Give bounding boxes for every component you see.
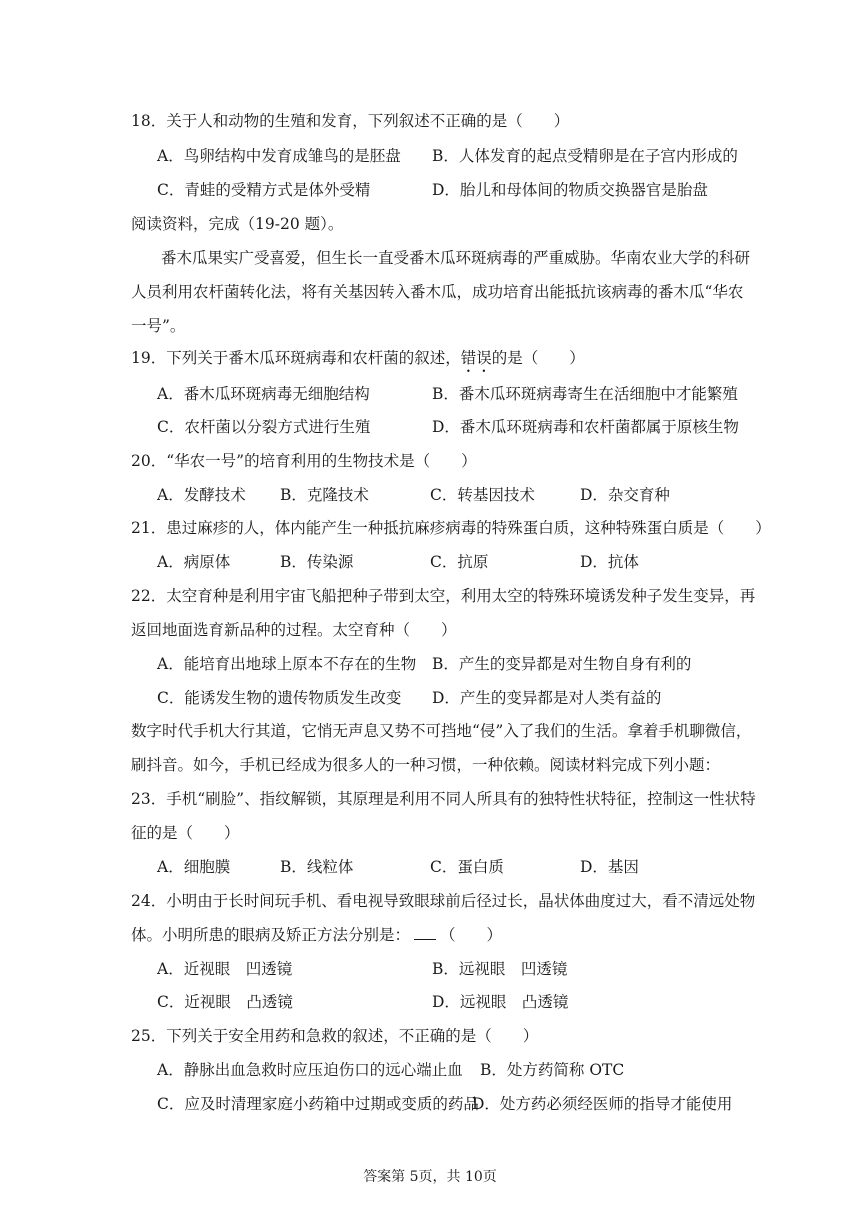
question-20-option-a: A．发酵技术 <box>157 486 246 504</box>
question-22-option-a: A．能培育出地球上原本不存在的生物 <box>157 655 417 673</box>
question-21-option-c: C．抗原 <box>430 553 489 571</box>
question-20-stem: 20．“华农一号”的培育利用的生物技术是（ ） <box>131 452 477 470</box>
question-18-option-b: B．人体发育的起点受精卵是在子宫内形成的 <box>432 147 738 165</box>
question-22-option-c: C．能诱发生物的遗传物质发生改变 <box>157 689 402 707</box>
question-19-emphasis: 错误 <box>460 349 492 367</box>
question-20-option-b: B．克隆技术 <box>280 486 369 504</box>
question-24-option-b: B．远视眼 凹透镜 <box>432 960 568 978</box>
reading-intro: 阅读资料，完成（19-20 题）。 <box>131 215 344 233</box>
question-25-option-d: D．处方药必须经医师的指导才能使用 <box>472 1095 733 1113</box>
question-20-option-d: D．杂交育种 <box>580 486 670 504</box>
reading-paragraph-line: 番木瓜果实广受喜爱，但生长一直受番木瓜环斑病毒的严重威胁。华南农业大学的科研 <box>161 249 751 267</box>
question-23-option-a: A．细胞膜 <box>157 858 231 876</box>
question-19-option-b: B．番木瓜环斑病毒寄生在活细胞中才能繁殖 <box>432 385 738 403</box>
question-21-stem: 21．患过麻疹的人，体内能产生一种抵抗麻疹病毒的特殊蛋白质，这种特殊蛋白质是（ ） <box>131 519 771 537</box>
question-25-option-b: B．处方药简称 OTC <box>480 1061 625 1079</box>
question-24-option-d: D．远视眼 凸透镜 <box>432 993 569 1011</box>
question-21-option-d: D．抗体 <box>580 553 639 571</box>
question-19-option-c: C．农杆菌以分裂方式进行生殖 <box>157 418 371 436</box>
page-footer: 答案第 5页，共 10页 <box>363 1169 497 1185</box>
question-21-option-b: B．传染源 <box>280 553 354 571</box>
question-22-option-b: B．产生的变异都是对生物自身有利的 <box>432 655 692 673</box>
question-22-stem-continued: 返回地面选育新品种的过程。太空育种（ ） <box>131 621 457 639</box>
question-24-stem-continued <box>131 924 502 946</box>
question-21-option-a: A．病原体 <box>157 553 231 571</box>
question-23-option-d: D．基因 <box>580 858 639 876</box>
question-18-option-c: C．青蛙的受精方式是体外受精 <box>157 181 371 199</box>
answer-blank[interactable] <box>414 925 436 940</box>
question-19-stem-post: 的是（ ） <box>491 349 585 367</box>
question-23-option-c: C．蛋白质 <box>430 858 504 876</box>
question-23-stem-continued: 征的是（ ） <box>131 824 240 842</box>
question-20-option-c: C．转基因技术 <box>430 486 535 504</box>
question-24-option-c: C．近视眼 凸透镜 <box>157 993 293 1011</box>
question-19-stem <box>131 347 585 376</box>
reading-paragraph-line: 人员利用农杆菌转化法，将有关基因转入番木瓜，成功培育出能抵抗该病毒的番木瓜“华农 <box>131 283 744 301</box>
question-18-stem: 18．关于人和动物的生殖和发育，下列叙述不正确的是（ ） <box>131 112 570 130</box>
question-19-option-a: A．番木瓜环斑病毒无细胞结构 <box>157 385 370 403</box>
question-22-stem: 22．太空育种是利用宇宙飞船把种子带到太空，利用太空的特殊环境诱发种子发生变异，再 <box>131 587 756 605</box>
question-24-stem-post: （ ） <box>440 926 503 944</box>
question-25-option-c: C．应及时清理家庭小药箱中过期或变质的药品 <box>157 1095 479 1113</box>
question-25-option-a: A．静脉出血急救时应压迫伤口的远心端止血 <box>157 1061 463 1079</box>
question-23-stem: 23．手机“刷脸”、指纹解锁，其原理是利用不同人所具有的独特性状特征，控制这一性状特 <box>131 790 756 808</box>
reading-paragraph-line: 刷抖音。如今，手机已经成为很多人的一种习惯，一种依赖。阅读材料完成下列小题： <box>131 756 721 774</box>
question-22-option-d: D．产生的变异都是对人类有益的 <box>432 689 662 707</box>
reading-paragraph-line: 数字时代手机大行其道，它悄无声息又势不可挡地“侵”入了我们的生活。拿着手机聊微信， <box>131 722 752 740</box>
question-25-stem: 25．下列关于安全用药和急救的叙述，不正确的是（ ） <box>131 1027 539 1045</box>
reading-paragraph-line: 一号”。 <box>131 317 186 335</box>
question-18-option-d: D．胎儿和母体间的物质交换器官是胎盘 <box>432 181 708 199</box>
question-24-stem-pre: 体。小明所患的眼病及矫正方法分别是： <box>131 926 411 944</box>
question-18-option-a: A．鸟卵结构中发育成雏鸟的是胚盘 <box>157 147 401 165</box>
question-19-stem-pre: 19．下列关于番木瓜环斑病毒和农杆菌的叙述， <box>131 349 461 367</box>
question-23-option-b: B．线粒体 <box>280 858 354 876</box>
question-24-stem: 24．小明由于长时间玩手机、看电视导致眼球前后径过长，晶状体曲度过大，看不清远处物 <box>131 892 756 910</box>
question-19-option-d: D．番木瓜环斑病毒和农杆菌都属于原核生物 <box>432 418 739 436</box>
question-24-option-a: A．近视眼 凹透镜 <box>157 960 293 978</box>
